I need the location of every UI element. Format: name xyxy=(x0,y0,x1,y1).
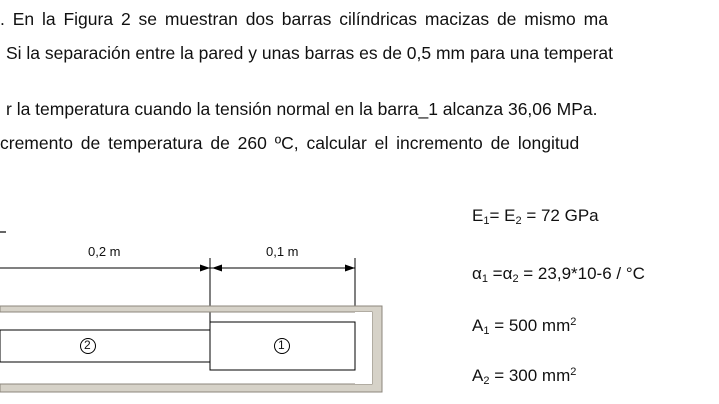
bar-2-label: 2 xyxy=(84,338,91,352)
bar-1-label: 1 xyxy=(278,338,285,352)
equation-area-1: $A_1 = 500$ $mm^2$ xyxy=(472,316,577,337)
problem-line-2: Si la separación entre la pared y unas barras es de 0,5 mm para una temperat xyxy=(6,43,614,63)
arrowhead-left-end xyxy=(200,265,210,272)
arrowhead-right-start xyxy=(212,265,222,272)
equation-thermal-coefficient: $\alpha_1 =\alpha_2 = 23,9*10-6 / ^\circ C$ xyxy=(472,264,645,285)
problem-line-3: r la temperatura cuando la tensión normal en la barra_1 alcanza 36,06 MPa. xyxy=(6,99,598,119)
equation-elastic-modulus: $E_1= E_2 = 72$ GPa xyxy=(472,206,599,227)
equation-area-2: $A_2 = 300$ $mm^2$ xyxy=(472,366,577,387)
problem-line-4: cremento de temperatura de 260 ºC, calcular el incremento de longitud xyxy=(0,133,580,153)
arrowhead-right-end xyxy=(345,265,355,272)
dimension-label-right: 0,1 m xyxy=(266,244,299,259)
bar-2 xyxy=(0,330,210,362)
dimension-label-left: 0,2 m xyxy=(88,244,121,259)
wall-gap xyxy=(355,312,372,384)
figure-2-bars-diagram xyxy=(0,228,400,404)
problem-line-1: . En la Figura 2 se muestran dos barras cilíndricas macizas de mismo ma xyxy=(0,9,608,29)
